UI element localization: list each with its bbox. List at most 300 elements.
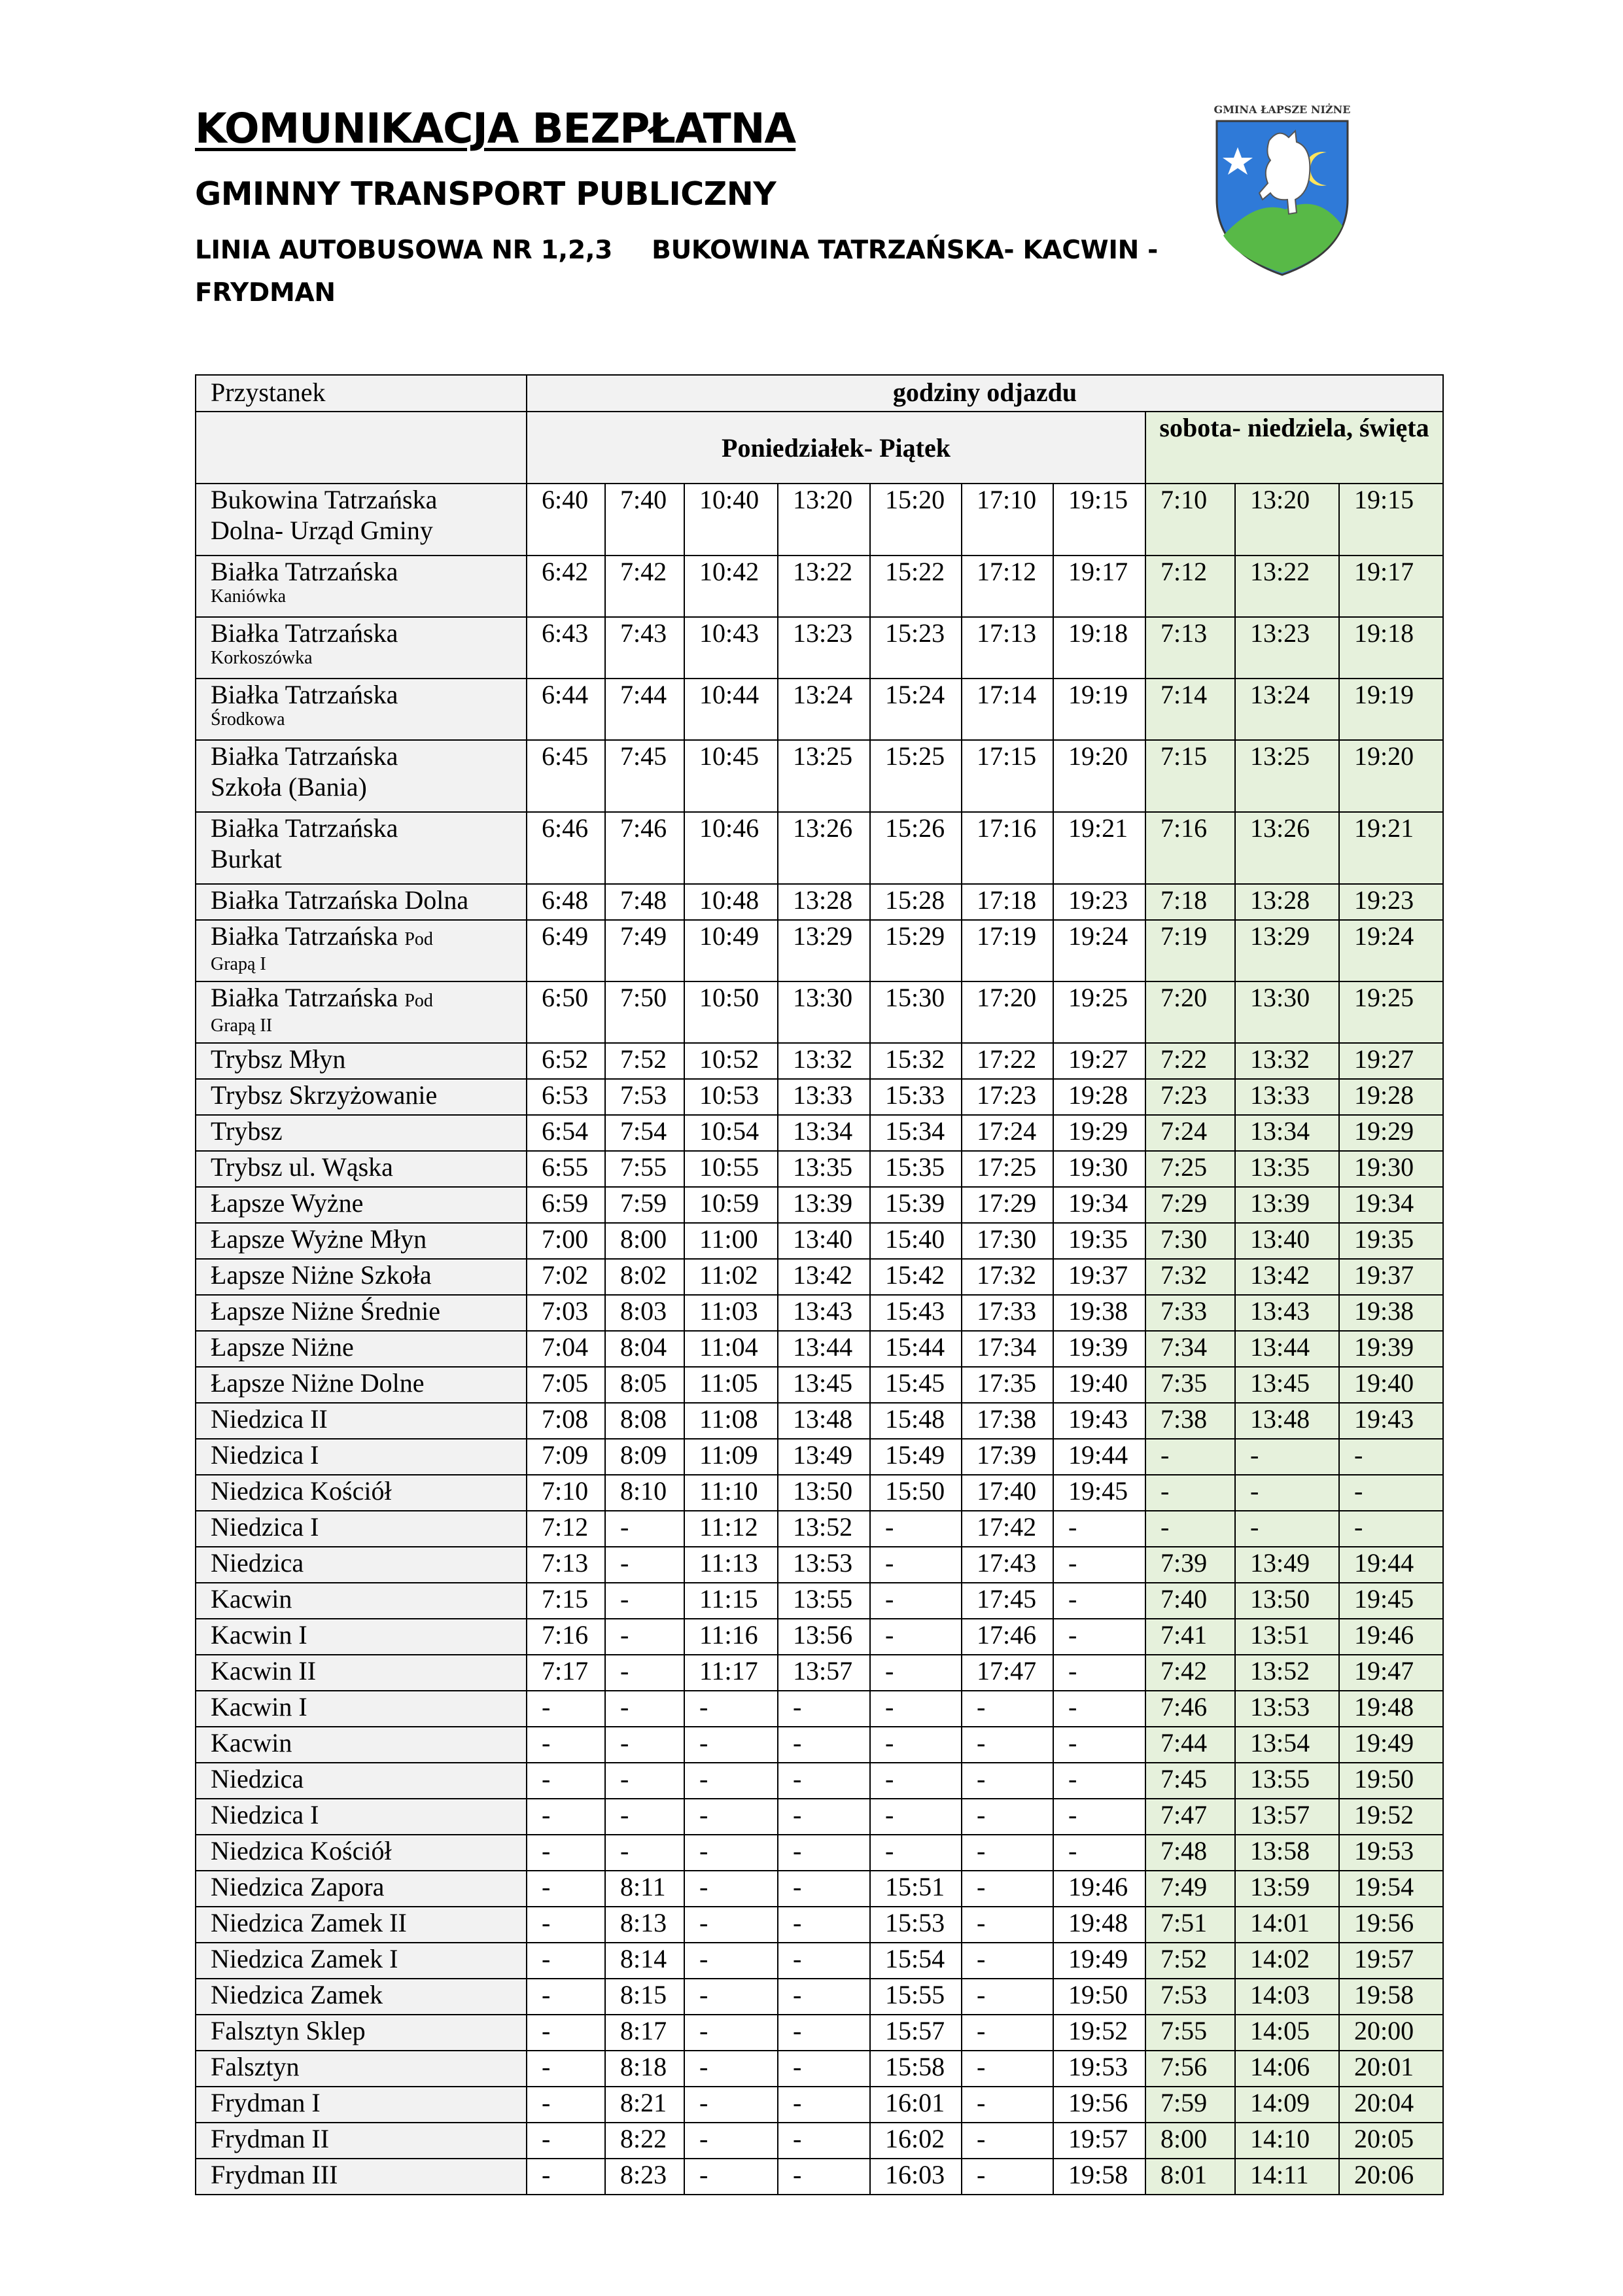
weekday-time-cell: 19:15 xyxy=(1053,484,1145,556)
stop-name: Białka Tatrzańska xyxy=(211,921,398,951)
weekday-time-cell: - xyxy=(605,1655,684,1691)
weekend-time-cell: 13:23 xyxy=(1235,617,1339,679)
weekday-time-cell: 19:30 xyxy=(1053,1151,1145,1187)
weekday-time-cell: - xyxy=(778,1691,870,1727)
weekend-time-cell: 13:22 xyxy=(1235,556,1339,617)
table-row xyxy=(196,1115,1443,1151)
weekend-time-cell: 7:38 xyxy=(1145,1403,1235,1439)
weekday-time-cell: - xyxy=(870,1835,962,1871)
weekday-time-cell: 19:34 xyxy=(1053,1187,1145,1223)
table-row xyxy=(196,1547,1443,1583)
weekday-time-cell: 11:08 xyxy=(684,1403,778,1439)
weekend-time-cell: 7:41 xyxy=(1145,1619,1235,1655)
table-row xyxy=(196,812,1443,884)
weekday-time-cell: 13:56 xyxy=(778,1619,870,1655)
weekend-time-cell: - xyxy=(1235,1475,1339,1511)
stop-name-cell xyxy=(196,1043,527,1079)
weekday-time-cell: 10:54 xyxy=(684,1115,778,1151)
weekday-time-cell: 6:45 xyxy=(527,740,605,812)
weekday-time-cell: 19:49 xyxy=(1053,1943,1145,1979)
weekday-time-cell: 19:58 xyxy=(1053,2159,1145,2195)
stop-name-cell xyxy=(196,1331,527,1367)
table-row xyxy=(196,1187,1443,1223)
weekday-time-cell: 19:37 xyxy=(1053,1259,1145,1295)
weekday-time-cell: 17:46 xyxy=(962,1619,1053,1655)
weekday-time-cell: - xyxy=(1053,1511,1145,1547)
weekday-time-cell: 13:32 xyxy=(778,1043,870,1079)
weekend-time-cell: 7:12 xyxy=(1145,556,1235,617)
weekend-time-cell: - xyxy=(1339,1475,1443,1511)
weekend-time-cell: 19:40 xyxy=(1339,1367,1443,1403)
weekday-time-cell: 15:26 xyxy=(870,812,962,884)
weekday-time-cell: 15:45 xyxy=(870,1367,962,1403)
weekday-time-cell: - xyxy=(778,1871,870,1907)
weekend-time-cell: 14:03 xyxy=(1235,1979,1339,2015)
weekday-time-cell: 10:43 xyxy=(684,617,778,679)
stop-name-cell xyxy=(196,1583,527,1619)
table-row xyxy=(196,1403,1443,1439)
weekday-time-cell: 7:03 xyxy=(527,1295,605,1331)
weekday-time-cell: 10:52 xyxy=(684,1043,778,1079)
weekend-time-cell: 19:50 xyxy=(1339,1763,1443,1799)
weekend-time-cell: 7:53 xyxy=(1145,1979,1235,2015)
weekend-time-cell: - xyxy=(1339,1439,1443,1475)
weekday-time-cell: - xyxy=(778,2159,870,2195)
table-row xyxy=(196,2159,1443,2195)
weekend-time-cell: 7:18 xyxy=(1145,884,1235,920)
weekday-time-cell: 11:02 xyxy=(684,1259,778,1295)
weekend-time-cell: 7:44 xyxy=(1145,1727,1235,1763)
weekday-time-cell: 19:17 xyxy=(1053,556,1145,617)
weekday-time-cell: - xyxy=(778,1979,870,2015)
weekday-time-cell: 17:38 xyxy=(962,1403,1053,1439)
weekday-time-cell: 6:42 xyxy=(527,556,605,617)
weekday-time-cell: 19:46 xyxy=(1053,1871,1145,1907)
weekend-time-cell: 13:50 xyxy=(1235,1583,1339,1619)
stop-name: Niedzica Kościół xyxy=(211,1836,392,1865)
weekend-time-cell: 13:51 xyxy=(1235,1619,1339,1655)
weekend-time-cell: 7:13 xyxy=(1145,617,1235,679)
weekday-time-cell: 10:55 xyxy=(684,1151,778,1187)
weekday-time-cell: 7:42 xyxy=(605,556,684,617)
stop-name-cell xyxy=(196,1619,527,1655)
weekday-time-cell: - xyxy=(527,1691,605,1727)
weekday-time-cell: 7:50 xyxy=(605,981,684,1043)
stop-name-cell xyxy=(196,1367,527,1403)
weekday-time-cell: 8:03 xyxy=(605,1295,684,1331)
weekend-time-cell: 7:59 xyxy=(1145,2087,1235,2123)
weekday-time-cell: 17:43 xyxy=(962,1547,1053,1583)
table-row xyxy=(196,556,1443,617)
weekday-time-cell: 6:44 xyxy=(527,679,605,740)
weekday-time-cell: - xyxy=(605,1835,684,1871)
weekday-time-cell: - xyxy=(778,1943,870,1979)
weekday-time-cell: - xyxy=(605,1763,684,1799)
weekday-time-cell: 15:51 xyxy=(870,1871,962,1907)
stop-name-detail: Korkoszówka xyxy=(211,648,313,668)
weekday-time-cell: 15:39 xyxy=(870,1187,962,1223)
stop-name-cell xyxy=(196,2123,527,2159)
weekend-time-cell: 14:05 xyxy=(1235,2015,1339,2051)
table-row xyxy=(196,1871,1443,1907)
weekday-time-cell: - xyxy=(962,1691,1053,1727)
weekday-time-cell: - xyxy=(527,1727,605,1763)
table-row xyxy=(196,1475,1443,1511)
weekday-time-cell: 19:29 xyxy=(1053,1115,1145,1151)
weekend-time-cell: 14:01 xyxy=(1235,1907,1339,1943)
weekend-time-cell: 14:09 xyxy=(1235,2087,1339,2123)
weekday-time-cell: - xyxy=(962,2087,1053,2123)
weekday-time-cell: - xyxy=(870,1727,962,1763)
weekday-time-cell: 19:19 xyxy=(1053,679,1145,740)
weekday-time-cell: - xyxy=(1053,1727,1145,1763)
weekday-time-cell: - xyxy=(1053,1619,1145,1655)
weekday-time-cell: 8:11 xyxy=(605,1871,684,1907)
stop-name-detail: Kaniówka xyxy=(211,586,287,607)
stop-name-cell xyxy=(196,679,527,740)
weekend-time-cell: 19:58 xyxy=(1339,1979,1443,2015)
weekday-time-cell: 15:58 xyxy=(870,2051,962,2087)
weekday-time-cell: - xyxy=(1053,1835,1145,1871)
weekday-time-cell: 19:43 xyxy=(1053,1403,1145,1439)
stop-name: Falsztyn xyxy=(211,2052,300,2081)
table-row xyxy=(196,1655,1443,1691)
weekday-time-cell: 19:57 xyxy=(1053,2123,1145,2159)
weekday-time-cell: 13:55 xyxy=(778,1583,870,1619)
header-weekend: sobota- niedziela, święta xyxy=(1145,412,1443,484)
weekday-time-cell: - xyxy=(684,2015,778,2051)
weekday-time-cell: 11:13 xyxy=(684,1547,778,1583)
table-row xyxy=(196,1835,1443,1871)
table-row xyxy=(196,1799,1443,1835)
stop-name: Frydman II xyxy=(211,2124,330,2153)
weekend-time-cell: 19:30 xyxy=(1339,1151,1443,1187)
weekday-time-cell: - xyxy=(684,2159,778,2195)
weekday-time-cell: 6:49 xyxy=(527,920,605,981)
weekend-time-cell: 14:06 xyxy=(1235,2051,1339,2087)
weekend-time-cell: - xyxy=(1235,1439,1339,1475)
header-stop: Przystanek xyxy=(196,375,527,412)
weekday-time-cell: 15:30 xyxy=(870,981,962,1043)
weekday-time-cell: 10:50 xyxy=(684,981,778,1043)
weekday-time-cell: 8:22 xyxy=(605,2123,684,2159)
weekday-time-cell: 8:21 xyxy=(605,2087,684,2123)
stop-name: Niedzica II xyxy=(211,1404,328,1434)
weekday-time-cell: 15:43 xyxy=(870,1295,962,1331)
weekday-time-cell: 8:23 xyxy=(605,2159,684,2195)
table-row xyxy=(196,1043,1443,1079)
stop-name-cell xyxy=(196,2015,527,2051)
weekday-time-cell: 8:18 xyxy=(605,2051,684,2087)
weekend-time-cell: 19:28 xyxy=(1339,1079,1443,1115)
weekend-time-cell: 13:55 xyxy=(1235,1763,1339,1799)
weekday-time-cell: - xyxy=(605,1511,684,1547)
stop-name: Frydman III xyxy=(211,2160,338,2189)
weekend-time-cell: 13:42 xyxy=(1235,1259,1339,1295)
weekday-time-cell: 17:14 xyxy=(962,679,1053,740)
weekday-time-cell: 10:45 xyxy=(684,740,778,812)
weekday-time-cell: 15:29 xyxy=(870,920,962,981)
weekday-time-cell: 13:26 xyxy=(778,812,870,884)
weekday-time-cell: 17:45 xyxy=(962,1583,1053,1619)
weekday-time-cell: 19:38 xyxy=(1053,1295,1145,1331)
weekday-time-cell: 10:46 xyxy=(684,812,778,884)
weekday-time-cell: 17:35 xyxy=(962,1367,1053,1403)
weekday-time-cell: 11:04 xyxy=(684,1331,778,1367)
weekday-time-cell: 19:27 xyxy=(1053,1043,1145,1079)
weekday-time-cell: 17:24 xyxy=(962,1115,1053,1151)
weekday-time-cell: 16:02 xyxy=(870,2123,962,2159)
weekday-time-cell: 15:24 xyxy=(870,679,962,740)
table-row xyxy=(196,2123,1443,2159)
weekend-time-cell: 7:55 xyxy=(1145,2015,1235,2051)
weekday-time-cell: - xyxy=(962,1943,1053,1979)
stop-name: Białka Tatrzańska xyxy=(211,983,398,1012)
weekday-time-cell: 17:32 xyxy=(962,1259,1053,1295)
weekday-time-cell: - xyxy=(962,1907,1053,1943)
weekday-time-cell: 13:44 xyxy=(778,1331,870,1367)
stop-name-cell xyxy=(196,1547,527,1583)
weekend-time-cell: 7:49 xyxy=(1145,1871,1235,1907)
table-row xyxy=(196,2015,1443,2051)
line-label: LINIA AUTOBUSOWA NR 1,2,3 xyxy=(195,236,613,265)
stop-name-cell xyxy=(196,884,527,920)
weekday-time-cell: 15:23 xyxy=(870,617,962,679)
weekend-time-cell: 13:20 xyxy=(1235,484,1339,556)
weekend-time-cell: 13:35 xyxy=(1235,1151,1339,1187)
stop-name-cell xyxy=(196,1511,527,1547)
gmina-coat-of-arms-logo xyxy=(1197,101,1367,281)
weekday-time-cell: - xyxy=(527,1943,605,1979)
weekend-time-cell: 13:57 xyxy=(1235,1799,1339,1835)
weekend-time-cell: 7:25 xyxy=(1145,1151,1235,1187)
stop-name: Łapsze Niżne Dolne xyxy=(211,1368,425,1398)
weekend-time-cell: 20:04 xyxy=(1339,2087,1443,2123)
weekend-time-cell: 14:02 xyxy=(1235,1943,1339,1979)
weekday-time-cell: - xyxy=(684,1763,778,1799)
weekend-time-cell: 8:01 xyxy=(1145,2159,1235,2195)
stop-name: Niedzica Zamek II xyxy=(211,1908,407,1937)
weekend-time-cell: - xyxy=(1339,1511,1443,1547)
weekday-time-cell: - xyxy=(527,2123,605,2159)
weekday-time-cell: 13:25 xyxy=(778,740,870,812)
weekday-time-cell: 13:35 xyxy=(778,1151,870,1187)
weekday-time-cell: 13:50 xyxy=(778,1475,870,1511)
weekend-time-cell: 13:54 xyxy=(1235,1727,1339,1763)
weekend-time-cell: - xyxy=(1145,1511,1235,1547)
weekday-time-cell: - xyxy=(684,1943,778,1979)
stop-name: Niedzica xyxy=(211,1548,304,1578)
weekday-time-cell: 15:32 xyxy=(870,1043,962,1079)
weekday-time-cell: 7:48 xyxy=(605,884,684,920)
weekend-time-cell: 7:32 xyxy=(1145,1259,1235,1295)
weekend-time-cell: 14:11 xyxy=(1235,2159,1339,2195)
weekday-time-cell: - xyxy=(527,2159,605,2195)
stop-name-cell xyxy=(196,1799,527,1835)
weekend-time-cell: 13:32 xyxy=(1235,1043,1339,1079)
table-row xyxy=(196,1259,1443,1295)
stop-name-cell xyxy=(196,1295,527,1331)
stop-name-cell xyxy=(196,1979,527,2015)
timetable xyxy=(195,374,1444,2195)
weekday-time-cell: 7:15 xyxy=(527,1583,605,1619)
weekend-time-cell: 7:29 xyxy=(1145,1187,1235,1223)
weekend-time-cell: 7:30 xyxy=(1145,1223,1235,1259)
weekend-time-cell: 19:25 xyxy=(1339,981,1443,1043)
stop-name: Łapsze Wyżne xyxy=(211,1188,364,1218)
weekday-time-cell: 7:02 xyxy=(527,1259,605,1295)
weekday-time-cell: - xyxy=(527,1835,605,1871)
weekend-time-cell: 13:59 xyxy=(1235,1871,1339,1907)
stop-name: Kacwin I xyxy=(211,1620,307,1650)
weekday-time-cell: 7:53 xyxy=(605,1079,684,1115)
stop-name-cell xyxy=(196,1439,527,1475)
timetable-body xyxy=(196,484,1443,2195)
weekday-time-cell: 7:45 xyxy=(605,740,684,812)
weekday-time-cell: 17:33 xyxy=(962,1295,1053,1331)
weekday-time-cell: 15:44 xyxy=(870,1331,962,1367)
weekend-time-cell: 7:47 xyxy=(1145,1799,1235,1835)
table-row xyxy=(196,1727,1443,1763)
weekend-time-cell: 13:29 xyxy=(1235,920,1339,981)
weekend-time-cell: 7:20 xyxy=(1145,981,1235,1043)
weekday-time-cell: 8:10 xyxy=(605,1475,684,1511)
weekend-time-cell: 13:43 xyxy=(1235,1295,1339,1331)
weekend-time-cell: 7:22 xyxy=(1145,1043,1235,1079)
table-row xyxy=(196,1691,1443,1727)
weekend-time-cell: 19:29 xyxy=(1339,1115,1443,1151)
weekday-time-cell: - xyxy=(605,1583,684,1619)
stop-name-cell xyxy=(196,1655,527,1691)
table-row xyxy=(196,1583,1443,1619)
weekday-time-cell: 13:40 xyxy=(778,1223,870,1259)
weekday-time-cell: - xyxy=(870,1547,962,1583)
table-row xyxy=(196,981,1443,1043)
weekday-time-cell: 15:34 xyxy=(870,1115,962,1151)
table-row xyxy=(196,1295,1443,1331)
weekday-time-cell: 15:53 xyxy=(870,1907,962,1943)
weekday-time-cell: 19:45 xyxy=(1053,1475,1145,1511)
weekday-time-cell: 13:52 xyxy=(778,1511,870,1547)
weekday-time-cell: 19:53 xyxy=(1053,2051,1145,2087)
table-row xyxy=(196,1943,1443,1979)
weekend-time-cell: 19:47 xyxy=(1339,1655,1443,1691)
weekday-time-cell: 19:20 xyxy=(1053,740,1145,812)
weekday-time-cell: 7:05 xyxy=(527,1367,605,1403)
weekday-time-cell: 6:50 xyxy=(527,981,605,1043)
logo-text: GMINA ŁAPSZE NIŻNE xyxy=(1213,103,1351,116)
weekday-time-cell: - xyxy=(778,1907,870,1943)
weekend-time-cell: 13:25 xyxy=(1235,740,1339,812)
weekend-time-cell: 7:19 xyxy=(1145,920,1235,981)
weekday-time-cell: 19:24 xyxy=(1053,920,1145,981)
weekday-time-cell: 13:53 xyxy=(778,1547,870,1583)
weekend-time-cell: 19:48 xyxy=(1339,1691,1443,1727)
weekday-time-cell: - xyxy=(1053,1763,1145,1799)
table-row xyxy=(196,1367,1443,1403)
weekday-time-cell: - xyxy=(605,1619,684,1655)
weekday-time-cell: 8:05 xyxy=(605,1367,684,1403)
weekday-time-cell: 15:50 xyxy=(870,1475,962,1511)
weekday-time-cell: 19:50 xyxy=(1053,1979,1145,2015)
table-row xyxy=(196,2087,1443,2123)
weekend-time-cell: 13:26 xyxy=(1235,812,1339,884)
weekend-time-cell: 19:17 xyxy=(1339,556,1443,617)
weekend-time-cell: 13:52 xyxy=(1235,1655,1339,1691)
weekday-time-cell: 11:03 xyxy=(684,1295,778,1331)
weekend-time-cell: 7:23 xyxy=(1145,1079,1235,1115)
weekday-time-cell: - xyxy=(527,1979,605,2015)
weekday-time-cell: 15:49 xyxy=(870,1439,962,1475)
stop-name-cell xyxy=(196,617,527,679)
stop-name-cell xyxy=(196,484,527,556)
weekend-time-cell: 20:06 xyxy=(1339,2159,1443,2195)
weekday-time-cell: 17:30 xyxy=(962,1223,1053,1259)
weekday-time-cell: 11:15 xyxy=(684,1583,778,1619)
weekday-time-cell: - xyxy=(962,1835,1053,1871)
weekday-time-cell: 10:48 xyxy=(684,884,778,920)
weekday-time-cell: 19:25 xyxy=(1053,981,1145,1043)
weekday-time-cell: 15:42 xyxy=(870,1259,962,1295)
weekday-time-cell: 7:54 xyxy=(605,1115,684,1151)
weekday-time-cell: 7:59 xyxy=(605,1187,684,1223)
header-departure-times: godziny odjazdu xyxy=(527,375,1443,412)
table-row xyxy=(196,484,1443,556)
weekend-time-cell: 19:56 xyxy=(1339,1907,1443,1943)
table-row xyxy=(196,1907,1443,1943)
stop-name-cell xyxy=(196,920,527,981)
weekday-time-cell: 16:03 xyxy=(870,2159,962,2195)
weekend-time-cell: 14:10 xyxy=(1235,2123,1339,2159)
stop-name: Niedzica Zamek I xyxy=(211,1944,398,1973)
table-row xyxy=(196,920,1443,981)
weekday-time-cell: 8:09 xyxy=(605,1439,684,1475)
weekend-time-cell: 7:42 xyxy=(1145,1655,1235,1691)
weekday-time-cell: - xyxy=(962,1799,1053,1835)
weekend-time-cell: 7:35 xyxy=(1145,1367,1235,1403)
weekday-time-cell: 7:52 xyxy=(605,1043,684,1079)
weekday-time-cell: 15:33 xyxy=(870,1079,962,1115)
table-row xyxy=(196,1223,1443,1259)
weekend-time-cell: 7:52 xyxy=(1145,1943,1235,1979)
table-row xyxy=(196,1151,1443,1187)
weekday-time-cell: 13:22 xyxy=(778,556,870,617)
stop-name-cell xyxy=(196,1691,527,1727)
weekday-time-cell: 7:44 xyxy=(605,679,684,740)
weekday-time-cell: 17:47 xyxy=(962,1655,1053,1691)
weekend-time-cell: 13:34 xyxy=(1235,1115,1339,1151)
stop-name-detail: Grapą II xyxy=(211,1016,273,1036)
weekday-time-cell: 17:42 xyxy=(962,1511,1053,1547)
weekend-time-cell: 7:46 xyxy=(1145,1691,1235,1727)
weekday-time-cell: 11:05 xyxy=(684,1367,778,1403)
stop-name: Białka Tatrzańska xyxy=(211,813,398,843)
stop-name: Kacwin II xyxy=(211,1656,317,1686)
weekday-time-cell: 13:48 xyxy=(778,1403,870,1439)
weekday-time-cell: 8:08 xyxy=(605,1403,684,1439)
page-subtitle: GMINNY TRANSPORT PUBLICZNY xyxy=(195,175,777,213)
weekday-time-cell: 10:59 xyxy=(684,1187,778,1223)
table-row xyxy=(196,740,1443,812)
stop-name: Białka Tatrzańska xyxy=(211,557,398,586)
weekday-time-cell: - xyxy=(962,1871,1053,1907)
weekday-time-cell: 13:30 xyxy=(778,981,870,1043)
stop-name-cell xyxy=(196,1079,527,1115)
stop-name: Niedzica Zamek xyxy=(211,1980,383,2009)
weekday-time-cell: 17:13 xyxy=(962,617,1053,679)
stop-name-detail: Grapą I xyxy=(211,954,266,974)
stop-name-cell xyxy=(196,2051,527,2087)
